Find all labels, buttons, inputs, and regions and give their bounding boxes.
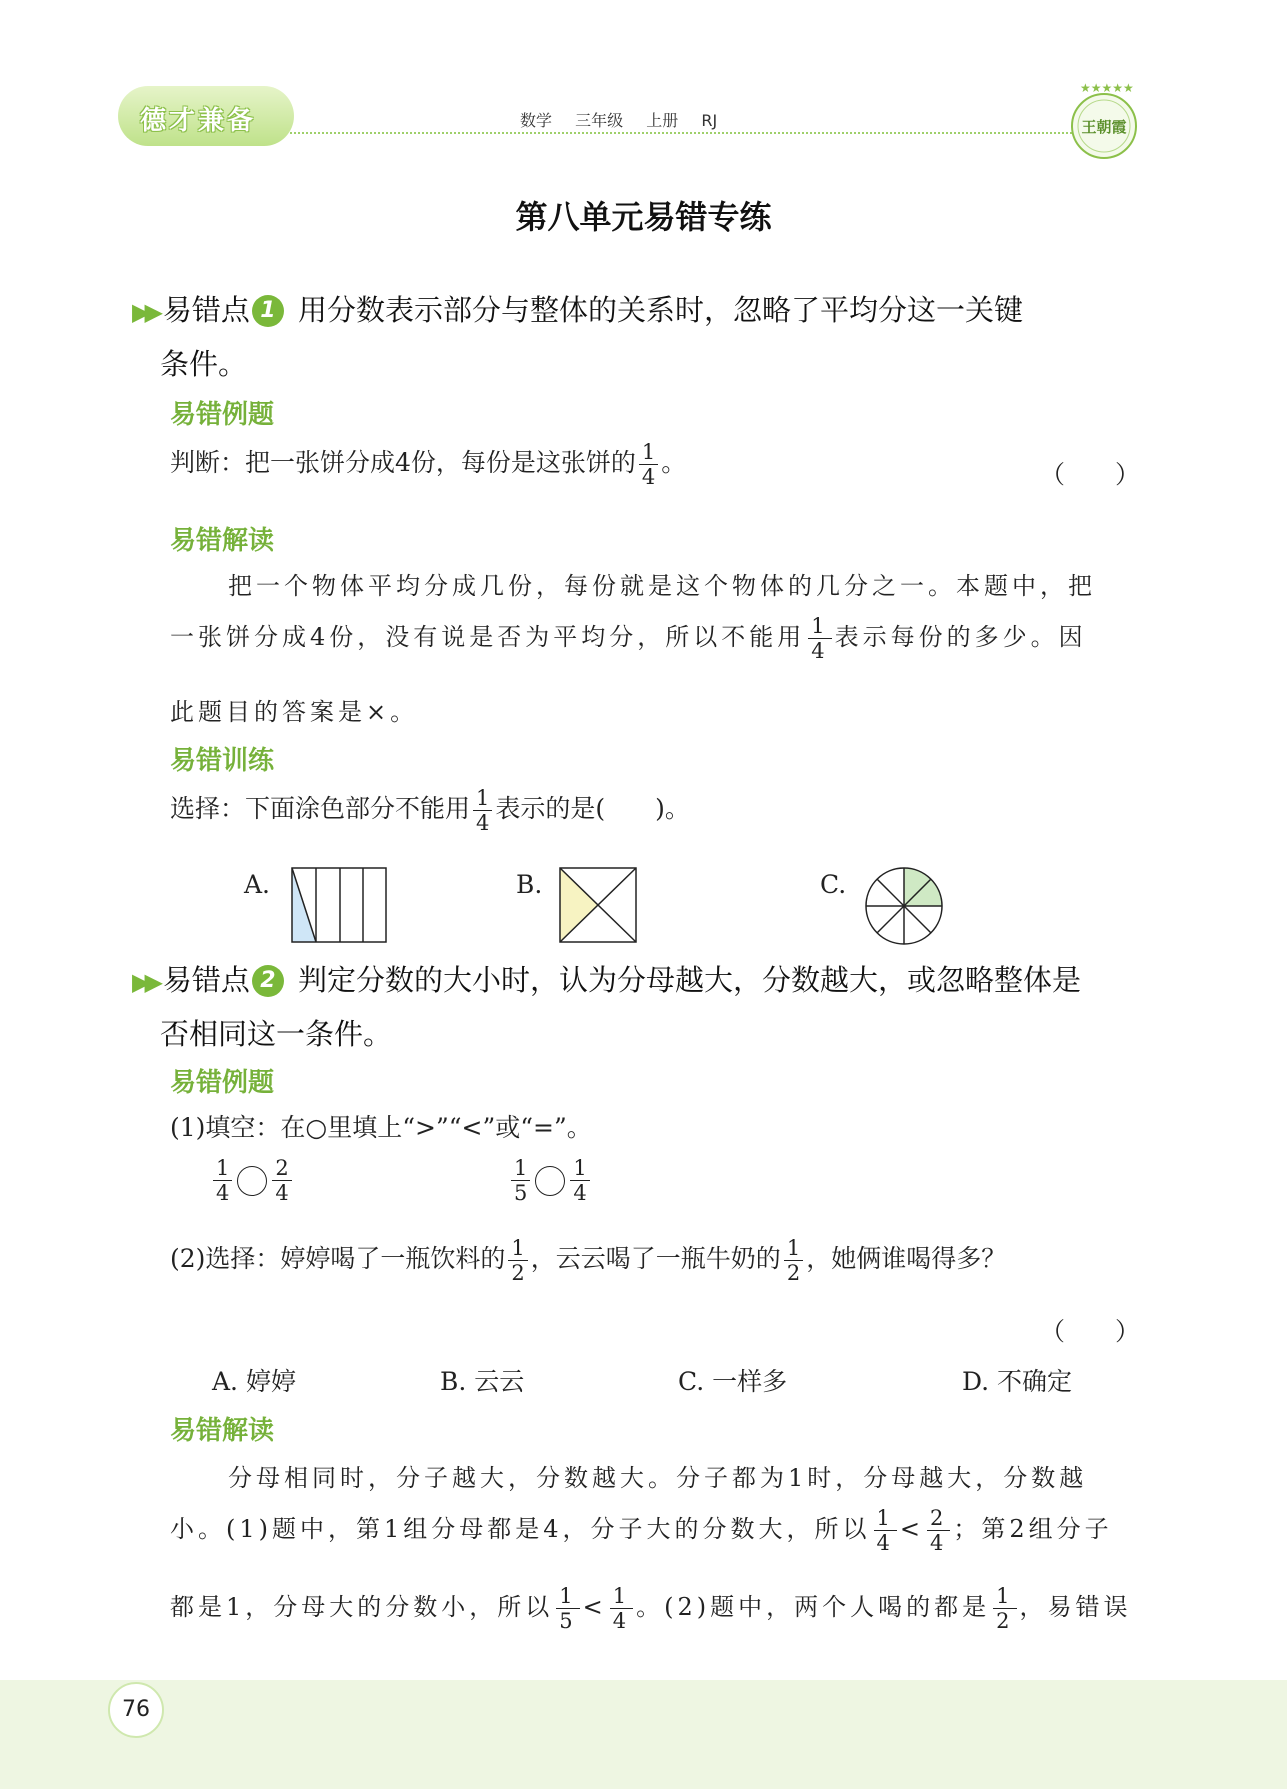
question-1: (1)填空：在○里填上“>”“<”或“=”。 — [170, 1113, 592, 1142]
analysis-line: 分母相同时，分子越大，分数越大。分子都为1时，分母越大，分数越 — [228, 1464, 1088, 1492]
answer-circle — [237, 1166, 267, 1196]
fraction: $\frac{1}{4}$ — [808, 614, 831, 663]
header-subject — [520, 108, 735, 131]
brand-text: 德才兼备 — [140, 106, 257, 136]
option-c-figure[interactable] — [864, 866, 944, 946]
practice-question: 选择：下面涂色部分不能用 $\frac{1}{4}$ 表示的是( )。 — [170, 786, 690, 835]
option-c-label[interactable]: C. — [820, 870, 847, 899]
point-number-badge: 2 — [252, 965, 284, 997]
option-b-figure[interactable] — [558, 866, 638, 944]
edition-label: RJ — [701, 111, 718, 130]
question-2: (2)选择：婷婷喝了一瓶饮料的 $\frac{1}{2}$ ，云云喝了一瓶牛奶的 $\frac{1}{2}$ ，她俩谁喝得多？ — [170, 1236, 1007, 1285]
choice-d[interactable]: D. 不确定 — [962, 1367, 1073, 1396]
option-a-figure[interactable] — [290, 866, 388, 944]
double-arrow-icon: ▶▶ — [132, 968, 157, 996]
volume-label: 上册 — [646, 111, 679, 130]
analysis-line: 此题目的答案是×。 — [170, 698, 419, 726]
point-text-1: 判定分数的大小时，认为分母越大，分数越大，或忽略整体是 — [297, 963, 1081, 997]
analysis-line: 都是1，分母大的分数小，所以 $\frac{1}{5}$ < $\frac{1}{4}$ 。(2)题中，两个人喝的都是 $\frac{1}{2}$ ，易错误 — [170, 1584, 1132, 1633]
choice-b[interactable]: B. 云云 — [440, 1367, 525, 1396]
svg-text:★★★★★: ★★★★★ — [1080, 81, 1134, 95]
seal-text: 王朝霞 — [1081, 118, 1127, 136]
fraction: $\frac{1}{4}$ — [639, 440, 658, 489]
error-point-2 — [132, 954, 1132, 1060]
analysis-line: 小。(1)题中，第1组分母都是4，分子大的分数大，所以 $\frac{1}{4}$ < $\frac{2}{4}$ ；第2组分子 — [170, 1506, 1113, 1555]
option-a-label[interactable]: A. — [244, 870, 271, 899]
footer-band — [0, 1680, 1287, 1789]
compare-pair-1[interactable]: $\frac{1}{4}$ $\frac{2}{4}$ — [210, 1156, 295, 1205]
error-point-1 — [132, 284, 1132, 390]
analysis-line: 一张饼分成4份，没有说是否为平均分，所以不能用 $\frac{1}{4}$ 表示每份的多少。因 — [170, 614, 1087, 663]
example-heading: 易错例题 — [170, 1068, 275, 1098]
page-title: 第八单元易错专练 — [515, 198, 772, 236]
analysis-heading: 易错解读 — [170, 526, 275, 556]
example-heading: 易错例题 — [170, 400, 275, 430]
analysis-line: 把一个物体平均分成几份，每份就是这个物体的几分之一。本题中，把 — [228, 572, 1096, 600]
point-text-2: 条件。 — [160, 347, 248, 381]
double-arrow-icon: ▶▶ — [132, 298, 157, 326]
answer-bracket[interactable]: （ ） — [1040, 1317, 1141, 1346]
page-number: 76 — [108, 1682, 164, 1738]
answer-bracket[interactable]: （ ） — [1040, 460, 1141, 489]
seal-logo-icon — [1066, 76, 1142, 168]
fraction: $\frac{1}{4}$ — [473, 786, 492, 835]
header-divider — [290, 132, 1080, 134]
option-b-label[interactable]: B. — [516, 870, 543, 899]
point-label: 易错点 — [162, 963, 250, 997]
choice-c[interactable]: C. 一样多 — [678, 1367, 788, 1396]
compare-pair-2[interactable]: $\frac{1}{5}$ $\frac{1}{4}$ — [508, 1156, 593, 1205]
point-text-1: 用分数表示部分与整体的关系时，忽略了平均分这一关键 — [297, 293, 1023, 327]
practice-heading: 易错训练 — [170, 746, 275, 776]
subject-label: 数学 — [520, 111, 553, 130]
choice-a[interactable]: A. 婷婷 — [212, 1367, 296, 1396]
point-label: 易错点 — [162, 293, 250, 327]
example-question: 判断：把一张饼分成4份，每份是这张饼的 $\frac{1}{4}$ 。 — [170, 440, 687, 489]
point-number-badge: 1 — [252, 295, 284, 327]
answer-circle — [535, 1166, 565, 1196]
grade-label: 三年级 — [575, 111, 624, 130]
analysis-heading: 易错解读 — [170, 1416, 275, 1446]
point-text-2: 否相同这一条件。 — [160, 1017, 393, 1051]
